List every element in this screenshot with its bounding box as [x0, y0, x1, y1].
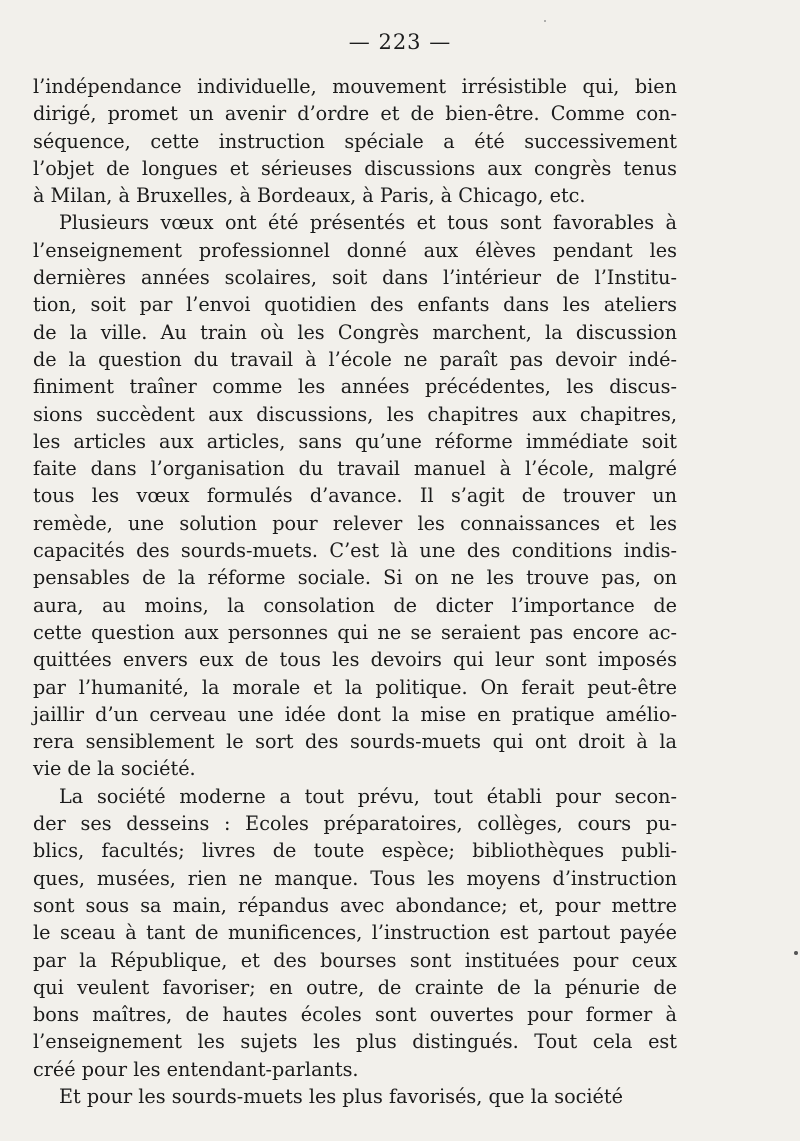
paragraph: [33, 783, 677, 1083]
text-line: cette question aux personnes qui ne se seraient pas encore ac-: [33, 620, 677, 644]
text-line: bons maîtres, de hautes écoles sont ouvertes pour former à: [33, 1003, 677, 1027]
text-line: capacités des sourds-muets. C’est là une des conditions indis-: [33, 539, 677, 563]
text-line: l’enseignement les sujets les plus distingués. Tout cela est: [33, 1030, 677, 1054]
text-line: vie de la société.: [33, 757, 196, 781]
text-line: dernières années scolaires, soit dans l’intérieur de l’Institu-: [33, 266, 677, 290]
text-line: aura, au moins, la consolation de dicter l’importance de: [33, 593, 677, 617]
body-text: [33, 73, 677, 1110]
text-line: La société moderne a tout prévu, tout établi pour secon-: [59, 784, 677, 808]
text-line: blics, facultés; livres de toute espèce; bibliothèques publi-: [33, 839, 677, 863]
text-line: l’objet de longues et sérieuses discussions aux congrès tenus: [33, 156, 677, 180]
text-line: séquence, cette instruction spéciale a été successivement: [33, 129, 677, 153]
text-line: le sceau à tant de munificences, l’instruction est partout payée: [33, 921, 677, 945]
text-line: tion, soit par l’envoi quotidien des enfants dans les ateliers: [33, 293, 677, 317]
text-line: tous les vœux formulés d’avance. Il s’agit de trouver un: [33, 484, 677, 508]
paragraph: [33, 73, 677, 209]
text-line: l’enseignement professionnel donné aux élèves pendant les: [33, 238, 677, 262]
text-line: de la ville. Au train où les Congrès marchent, la discussion: [33, 320, 677, 344]
text-line: qui veulent favoriser; en outre, de crainte de la pénurie de: [33, 975, 677, 999]
text-line: dirigé, promet un avenir d’ordre et de bien-être. Comme con-: [33, 102, 677, 126]
text-line: par la République, et des bourses sont instituées pour ceux: [33, 948, 677, 972]
text-line: par l’humanité, la morale et la politique. On ferait peut-être: [33, 675, 677, 699]
text-line: Et pour les sourds-muets les plus favorisés, que la société: [59, 1084, 623, 1108]
text-line: à Milan, à Bruxelles, à Bordeaux, à Paris, à Chicago, etc.: [33, 184, 586, 208]
text-line: der ses desseins : Ecoles préparatoires, collèges, cours pu-: [33, 812, 677, 836]
paper-speck: [544, 20, 546, 22]
text-line: remède, une solution pour relever les connaissances et les: [33, 511, 677, 535]
text-line: faite dans l’organisation du travail manuel à l’école, malgré: [33, 457, 677, 481]
page-number: — 223 —: [348, 30, 452, 54]
text-line: créé pour les entendant-parlants.: [33, 1057, 359, 1081]
text-line: les articles aux articles, sans qu’une réforme immédiate soit: [33, 429, 677, 453]
text-line: rera sensiblement le sort des sourds-muets qui ont droit à la: [33, 730, 677, 754]
text-line: jaillir d’un cerveau une idée dont la mise en pratique amélio-: [33, 702, 677, 726]
text-line: quittées envers eux de tous les devoirs qui leur sont imposés: [33, 648, 677, 672]
text-line: Plusieurs vœux ont été présentés et tous sont favorables à: [59, 211, 677, 235]
paragraph: [33, 1083, 677, 1110]
text-line: ques, musées, rien ne manque. Tous les moyens d’instruction: [33, 866, 677, 890]
text-line: sont sous sa main, répandus avec abondance; et, pour mettre: [33, 893, 677, 917]
paper-speck: [794, 951, 798, 955]
paragraph: [33, 209, 677, 782]
text-line: finiment traîner comme les années précédentes, les discus-: [33, 375, 677, 399]
text-line: de la question du travail à l’école ne paraît pas devoir indé-: [33, 347, 677, 371]
text-line: l’indépendance individuelle, mouvement irrésistible qui, bien: [33, 75, 677, 98]
text-line: pensables de la réforme sociale. Si on ne les trouve pas, on: [33, 566, 677, 590]
text-line: sions succèdent aux discussions, les chapitres aux chapitres,: [33, 402, 677, 426]
